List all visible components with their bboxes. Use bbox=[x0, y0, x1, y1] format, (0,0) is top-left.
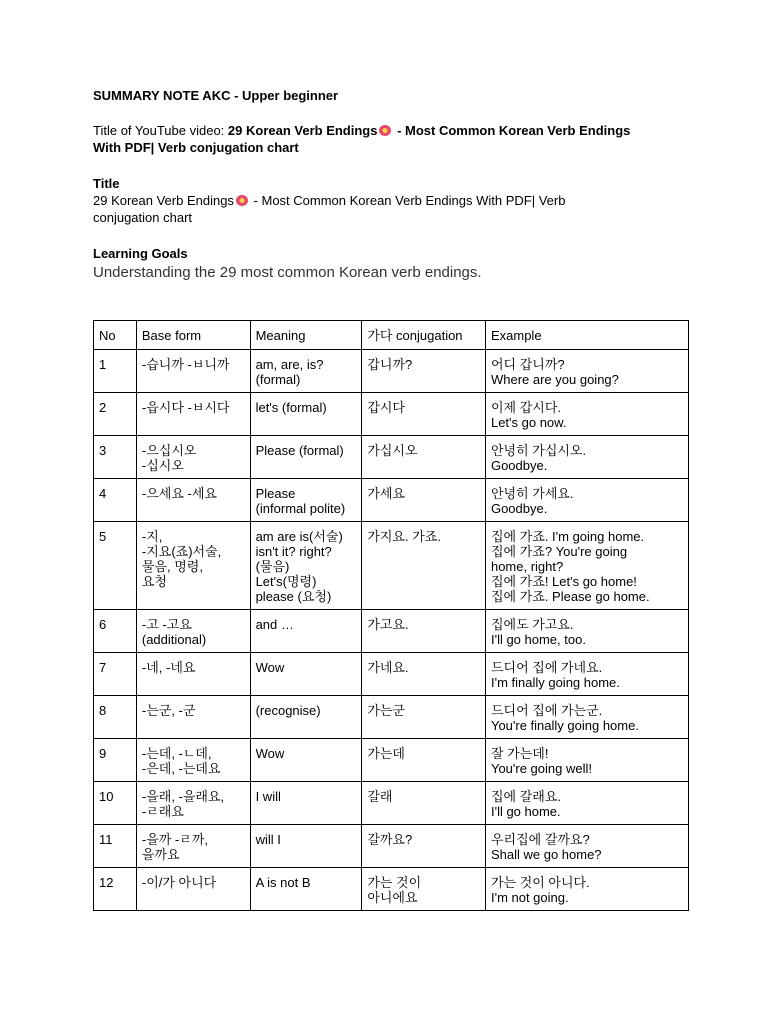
cell-example: 어디 갑니까? Where are you going? bbox=[485, 350, 688, 393]
table-header-row bbox=[94, 321, 689, 350]
verb-table-body bbox=[94, 321, 689, 911]
cell-base-form: -는데, -ㄴ데, -은데, -는데요 bbox=[136, 739, 250, 782]
cell-example: 집에도 가고요. I'll go home, too. bbox=[485, 610, 688, 653]
header-no: No bbox=[94, 321, 137, 350]
cell-meaning: and … bbox=[250, 610, 362, 653]
cell-example: 우리집에 갈까요? Shall we go home? bbox=[485, 825, 688, 868]
cell-meaning: Wow bbox=[250, 653, 362, 696]
table-row bbox=[94, 825, 689, 868]
cell-conjugation: 가는 것이 아니에요 bbox=[362, 868, 486, 911]
table-row bbox=[94, 653, 689, 696]
hibiscus-flower-icon bbox=[234, 194, 250, 207]
cell-conjugation: 갑시다 bbox=[362, 393, 486, 436]
title-text bbox=[93, 192, 633, 226]
cell-no: 6 bbox=[94, 610, 137, 653]
cell-no: 8 bbox=[94, 696, 137, 739]
cell-no: 9 bbox=[94, 739, 137, 782]
header-base-form: Base form bbox=[136, 321, 250, 350]
table-row bbox=[94, 522, 689, 610]
cell-conjugation: 가는군 bbox=[362, 696, 486, 739]
table-row bbox=[94, 868, 689, 911]
cell-base-form: -네, -네요 bbox=[136, 653, 250, 696]
cell-no: 7 bbox=[94, 653, 137, 696]
cell-no: 10 bbox=[94, 782, 137, 825]
table-row bbox=[94, 436, 689, 479]
cell-no: 2 bbox=[94, 393, 137, 436]
header-meaning: Meaning bbox=[250, 321, 362, 350]
cell-conjugation: 가지요. 가죠. bbox=[362, 522, 486, 610]
cell-base-form: -으세요 -세요 bbox=[136, 479, 250, 522]
cell-example: 집에 갈래요. I'll go home. bbox=[485, 782, 688, 825]
cell-meaning: will I bbox=[250, 825, 362, 868]
cell-base-form: -을래, -을래요, -ㄹ래요 bbox=[136, 782, 250, 825]
table-row bbox=[94, 739, 689, 782]
table-row bbox=[94, 479, 689, 522]
table-row bbox=[94, 610, 689, 653]
youtube-title-prefix: Title of YouTube video: bbox=[93, 123, 228, 138]
hibiscus-flower-icon bbox=[377, 124, 393, 137]
cell-meaning: (recognise) bbox=[250, 696, 362, 739]
cell-example: 집에 가죠. I'm going home. 집에 가죠? You're going home, right? 집에 가죠! Let's go home! 집에 가죠. Please go home. bbox=[485, 522, 688, 610]
cell-conjugation: 가네요. bbox=[362, 653, 486, 696]
cell-base-form: -이/가 아니다 bbox=[136, 868, 250, 911]
cell-example: 드디어 집에 가는군. You're finally going home. bbox=[485, 696, 688, 739]
cell-example: 가는 것이 아니다. I'm not going. bbox=[485, 868, 688, 911]
cell-meaning: am, are, is? (formal) bbox=[250, 350, 362, 393]
cell-example: 잘 가는데! You're going well! bbox=[485, 739, 688, 782]
header-conjugation: 가다 conjugation bbox=[362, 321, 486, 350]
cell-conjugation: 가고요. bbox=[362, 610, 486, 653]
cell-base-form: -는군, -군 bbox=[136, 696, 250, 739]
summary-heading: SUMMARY NOTE AKC - Upper beginner bbox=[93, 88, 339, 103]
cell-base-form: -을까 -ㄹ까, 을까요 bbox=[136, 825, 250, 868]
cell-conjugation: 갈까요? bbox=[362, 825, 486, 868]
header-example: Example bbox=[485, 321, 688, 350]
cell-meaning: A is not B bbox=[250, 868, 362, 911]
cell-conjugation: 가는데 bbox=[362, 739, 486, 782]
cell-meaning: Please (formal) bbox=[250, 436, 362, 479]
cell-no: 5 bbox=[94, 522, 137, 610]
cell-conjugation: 가십시오 bbox=[362, 436, 486, 479]
cell-base-form: -으십시오 -십시오 bbox=[136, 436, 250, 479]
youtube-title-line bbox=[93, 122, 653, 156]
cell-meaning: am are is(서술) isn't it? right? (물음) Let's(명령) please (요청) bbox=[250, 522, 362, 610]
title-heading: Title bbox=[93, 176, 120, 191]
cell-example: 이제 갑시다. Let's go now. bbox=[485, 393, 688, 436]
table-row bbox=[94, 350, 689, 393]
cell-base-form: -지, -지요(죠)서술, 물음, 명령, 요청 bbox=[136, 522, 250, 610]
youtube-title-part2: - Most Common Korean Verb Endings With PDF| Verb conjugation chart bbox=[93, 123, 631, 155]
cell-example: 드디어 집에 가네요. I'm finally going home. bbox=[485, 653, 688, 696]
cell-conjugation: 갈래 bbox=[362, 782, 486, 825]
cell-base-form: -읍시다 -ㅂ시다 bbox=[136, 393, 250, 436]
cell-example: 안녕히 가세요. Goodbye. bbox=[485, 479, 688, 522]
cell-no: 3 bbox=[94, 436, 137, 479]
cell-no: 11 bbox=[94, 825, 137, 868]
cell-no: 1 bbox=[94, 350, 137, 393]
cell-no: 12 bbox=[94, 868, 137, 911]
title-text-part1: 29 Korean Verb Endings bbox=[93, 193, 234, 208]
cell-base-form: -습니까 -ㅂ니까 bbox=[136, 350, 250, 393]
table-row bbox=[94, 696, 689, 739]
cell-conjugation: 갑니까? bbox=[362, 350, 486, 393]
cell-no: 4 bbox=[94, 479, 137, 522]
youtube-title-part1: 29 Korean Verb Endings bbox=[227, 123, 378, 138]
cell-meaning: Please (informal polite) bbox=[250, 479, 362, 522]
cell-meaning: let's (formal) bbox=[250, 393, 362, 436]
cell-example: 안녕히 가십시오. Goodbye. bbox=[485, 436, 688, 479]
cell-base-form: -고 -고요 (additional) bbox=[136, 610, 250, 653]
table-row bbox=[94, 393, 689, 436]
title-text-part2: - Most Common Korean Verb Endings With PDF| Verb conjugation chart bbox=[93, 193, 566, 225]
learning-goals-text: Understanding the 29 most common Korean verb endings. bbox=[93, 264, 482, 281]
cell-meaning: I will bbox=[250, 782, 362, 825]
cell-conjugation: 가세요 bbox=[362, 479, 486, 522]
table-row bbox=[94, 782, 689, 825]
learning-goals-heading: Learning Goals bbox=[93, 246, 188, 261]
cell-meaning: Wow bbox=[250, 739, 362, 782]
verb-endings-table bbox=[93, 320, 689, 911]
